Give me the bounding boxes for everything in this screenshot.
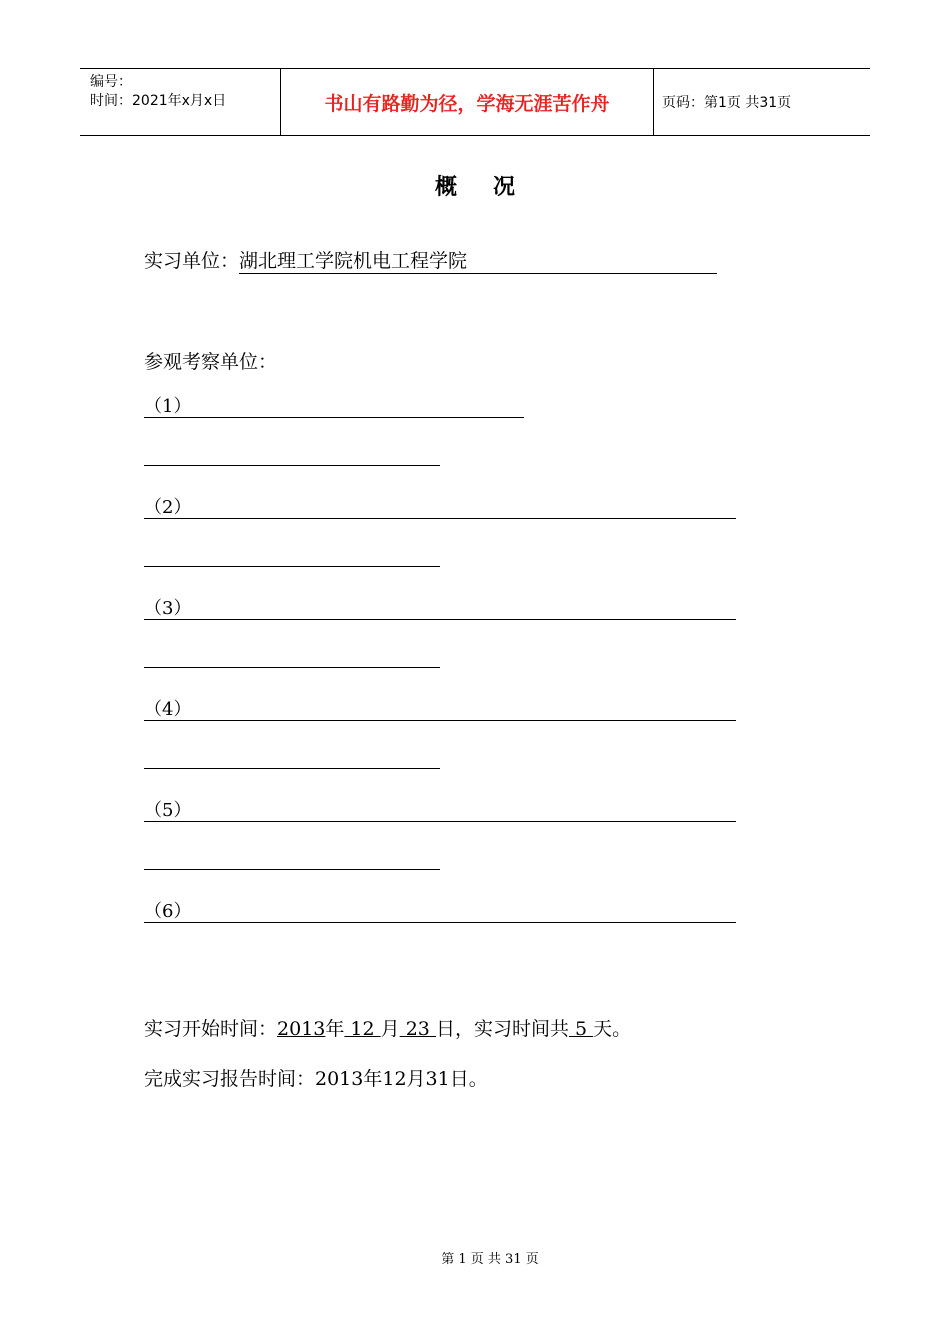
report-time-line: 完成实习报告时间：2013年12月31日。 <box>144 1068 488 1090</box>
duration-days: 5 <box>568 1018 594 1040</box>
page-header <box>80 68 870 136</box>
duration-days-unit: 天。 <box>593 1018 632 1040</box>
start-year-unit: 年 <box>325 1018 345 1040</box>
start-day: 23 <box>399 1018 436 1040</box>
internship-unit-label: 实习单位： <box>144 250 240 272</box>
visit-units-label: 参观考察单位： <box>144 351 278 373</box>
page-title: 概况 <box>434 175 551 200</box>
start-month-unit: 月 <box>380 1018 400 1040</box>
visit-item-5-continuation <box>144 869 440 870</box>
visit-item-6: （6） <box>144 901 736 923</box>
internship-unit-line <box>144 246 717 274</box>
visit-item-4: （4） <box>144 699 736 721</box>
header-motto: 书山有路勤为径，学海无涯苦作舟 <box>281 69 654 135</box>
internship-unit-value: 湖北理工学院机电工程学院 <box>239 246 717 274</box>
visit-item-3: （3） <box>144 598 736 620</box>
time-label: 时间：2021年x月x日 <box>90 93 227 109</box>
header-meta <box>80 69 281 135</box>
start-time-line <box>144 1014 631 1041</box>
header-page-info: 页码：第1页 共31页 <box>662 95 792 111</box>
start-day-unit: 日，实习时间共 <box>435 1018 569 1040</box>
start-time-label: 实习开始时间： <box>144 1018 278 1040</box>
visit-item-2-continuation <box>144 566 440 567</box>
start-year: 2013 <box>277 1018 326 1040</box>
page-footer: 第 1 页 共 31 页 <box>441 1252 539 1267</box>
visit-item-3-continuation <box>144 667 440 668</box>
visit-item-2: （2） <box>144 497 736 519</box>
number-label: 编号： <box>90 74 132 90</box>
visit-item-5: （5） <box>144 800 736 822</box>
visit-item-1-continuation <box>144 465 440 466</box>
visit-item-4-continuation <box>144 768 440 769</box>
visit-item-1: （1） <box>144 396 524 418</box>
start-month: 12 <box>344 1018 381 1040</box>
